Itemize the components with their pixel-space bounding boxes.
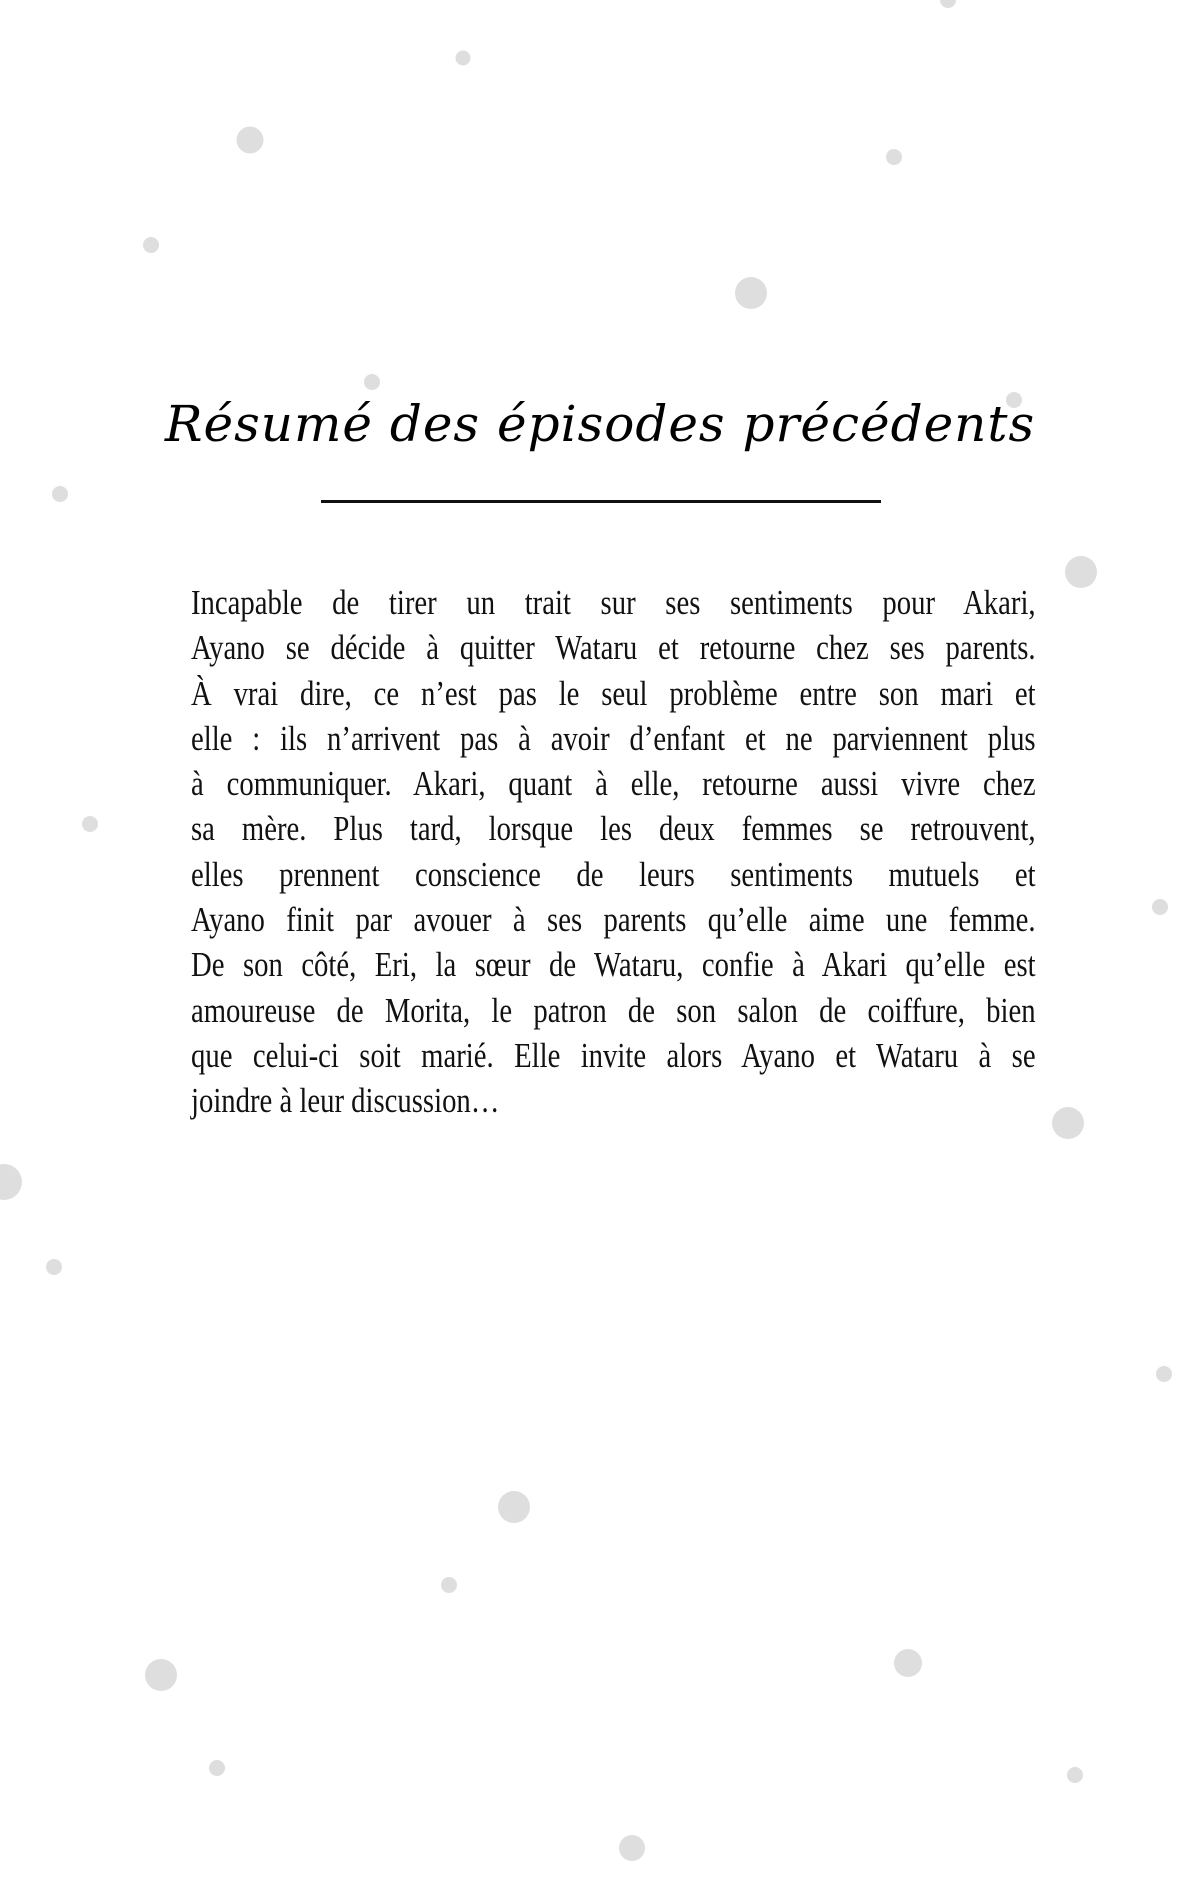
dot (1067, 1767, 1083, 1783)
summary-line: que celui-ci soit marié. Elle invite alors Ayano et Wataru à se (191, 1035, 1036, 1075)
summary-line: joindre à leur discussion… (191, 1081, 500, 1121)
dot (1052, 1107, 1084, 1139)
page-title: Résumé des épisodes précédents (164, 395, 1036, 453)
dot (209, 1760, 225, 1776)
summary-line: sa mère. Plus tard, lorsque les deux femmes se retrouvent, (191, 809, 1036, 849)
dot (364, 374, 380, 390)
summary-line: à communiquer. Akari, quant à elle, retourne aussi vivre chez (191, 764, 1036, 804)
summary-line: À vrai dire, ce n’est pas le seul problème entre son mari et (191, 673, 1036, 713)
dot (82, 816, 98, 832)
dot (145, 1659, 177, 1691)
dot (619, 1835, 645, 1861)
dot (940, 0, 956, 8)
dot (886, 149, 902, 165)
summary-line: Ayano se décide à quitter Wataru et retourne chez ses parents. (191, 628, 1036, 668)
summary-line: amoureuse de Morita, le patron de son salon de coiffure, bien (191, 990, 1036, 1030)
title-divider (321, 500, 881, 503)
dot (52, 486, 68, 502)
summary-line: elle : ils n’arrivent pas à avoir d’enfant et ne parviennent plus (191, 718, 1036, 758)
dot (498, 1491, 530, 1523)
summary-line: elles prennent conscience de leurs sentiments mutuels et (191, 854, 1036, 894)
dot (1065, 556, 1097, 588)
summary-text (191, 580, 1035, 1124)
dot (456, 51, 471, 66)
dot (143, 237, 159, 253)
summary-line: Incapable de tirer un trait sur ses sentiments pour Akari, (191, 583, 1036, 622)
summary-line: De son côté, Eri, la sœur de Wataru, confie à Akari qu’elle est (191, 945, 1036, 985)
dot (441, 1577, 457, 1593)
dot (237, 127, 264, 154)
dot (1152, 899, 1168, 915)
dot (735, 277, 767, 309)
dot (46, 1259, 62, 1275)
dot (894, 1649, 922, 1677)
dot (0, 1164, 22, 1200)
summary-line: Ayano finit par avouer à ses parents qu’elle aime une femme. (191, 900, 1036, 940)
dot (1156, 1366, 1172, 1382)
